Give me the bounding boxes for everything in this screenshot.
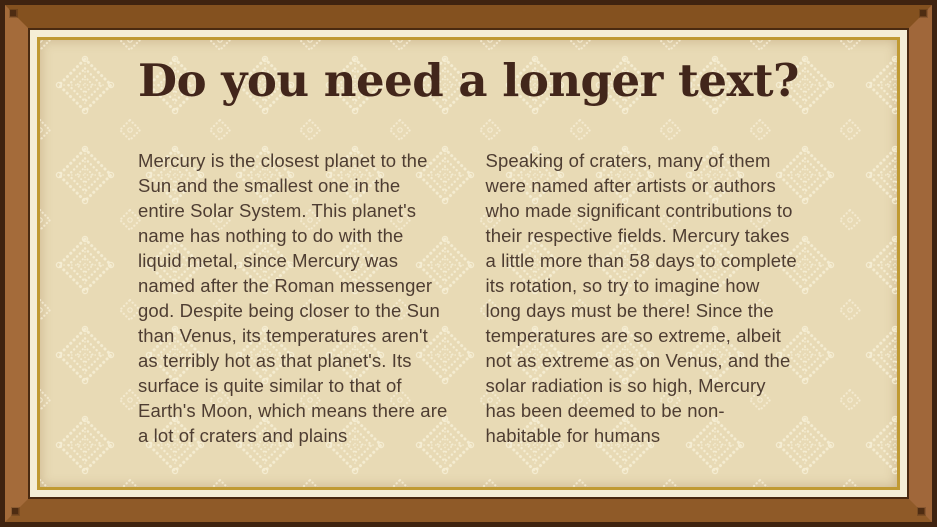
- frame-nail-bottom-left: [12, 508, 19, 515]
- frame-dark-rim: [28, 28, 909, 499]
- slide-content: [40, 56, 897, 487]
- frame-nail-top-left: [10, 10, 17, 17]
- frame-gold-fillet: [37, 37, 900, 490]
- slide-canvas: [40, 40, 897, 487]
- frame-nail-bottom-right: [918, 508, 925, 515]
- picture-frame: [5, 5, 932, 522]
- frame-ivory-liner: [30, 30, 907, 497]
- body-columns: [40, 148, 897, 448]
- body-text-right-column: Speaking of craters, many of them were named after artists or authors who made significant contributions to their respective fields. Mercury takes a little more than 58 days to complete its rotation, so try to imagine how long days must be there! Since the temperatures are so extreme, albeit not as extreme as on Venus, and the solar radiation is so high, Mercury has been deemed to be non-habitable for humans: [485, 149, 797, 446]
- body-text-left-column: Mercury is the closest planet to the Sun and the smallest one in the entire Solar System. This planet's name has nothing to do with the liquid metal, since Mercury was named after the Roman messenger god. Despite being closer to the Sun than Venus, its temperatures aren't as terribly hot as that planet's. Its surface is quite similar to that of Earth's Moon, which means there are a lot of craters and plains: [138, 149, 448, 446]
- slide-title: Do you need a longer text?: [138, 54, 799, 107]
- frame-nail-top-right: [920, 10, 927, 17]
